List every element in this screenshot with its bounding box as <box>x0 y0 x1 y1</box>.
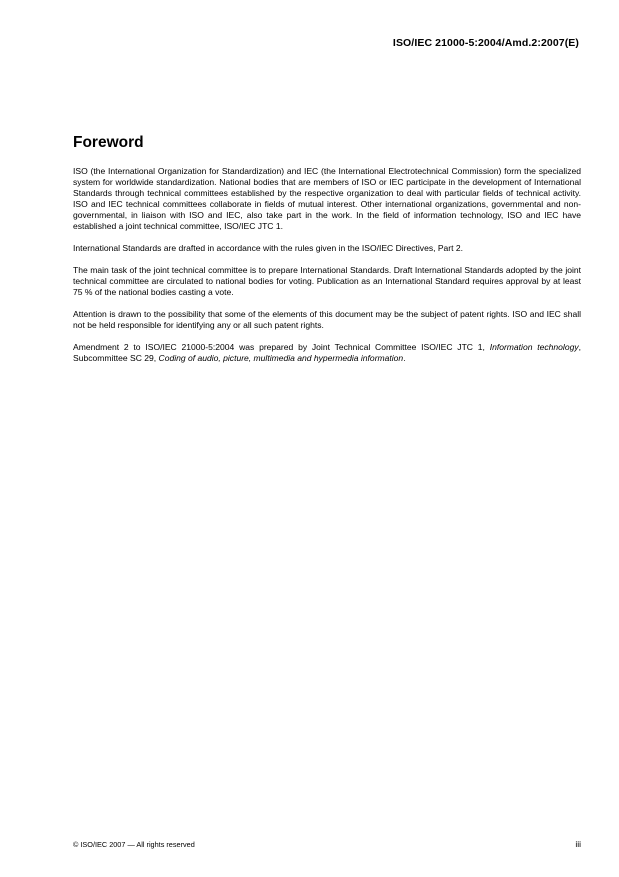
copyright-notice: © ISO/IEC 2007 — All rights reserved <box>73 840 195 849</box>
amendment-period: . <box>403 353 406 363</box>
paragraph-drafting-rules: International Standards are drafted in accordance with the rules given in the ISO/IEC Directives, Part 2. <box>73 243 464 253</box>
page-number: iii <box>575 839 581 849</box>
paragraph-amendment <box>73 342 581 364</box>
amendment-committee-name: Information technology <box>489 342 579 352</box>
amendment-text: Amendment 2 to ISO/IEC 21000-5:2004 was prepared by Joint Technical Committee ISO/IEC JTC 1, <box>73 342 490 352</box>
paragraph-committee-task: The main task of the joint technical committee is to prepare International Standards. Draft International Standards adopted by the joint technical committee are circulated to national bodies for voting. Publication as an International Standard requires approval by at least 75 % of the national bodies casting a vote. <box>73 265 581 297</box>
paragraph-patent-rights: Attention is drawn to the possibility that some of the elements of this document may be the subject of patent rights. ISO and IEC shall not be held responsible for identifying any or all such patent rights. <box>73 309 581 330</box>
foreword-body <box>73 166 581 364</box>
amendment-subcommittee-name: Coding of audio, picture, multimedia and hypermedia information <box>158 353 404 363</box>
document-identifier: ISO/IEC 21000-5:2004/Amd.2:2007(E) <box>392 37 579 49</box>
section-title: Foreword <box>73 134 144 151</box>
amendment-subcommittee: , Subcommittee SC 29, <box>73 342 581 363</box>
paragraph-organizations: ISO (the International Organization for Standardization) and IEC (the International Electrotechnical Commission) form the specialized system for worldwide standardization. National bodies that are members of ISO or IEC participate in the development of International Standards through technical committees established by the respective organization to deal with particular fields of technical activity. ISO and IEC technical committees collaborate in fields of mutual interest. Other international organizations, governmental and non-governmental, in liaison with ISO and IEC, also take part in the work. In the field of information technology, ISO and IEC have established a joint technical committee, ISO/IEC JTC 1. <box>73 166 581 231</box>
